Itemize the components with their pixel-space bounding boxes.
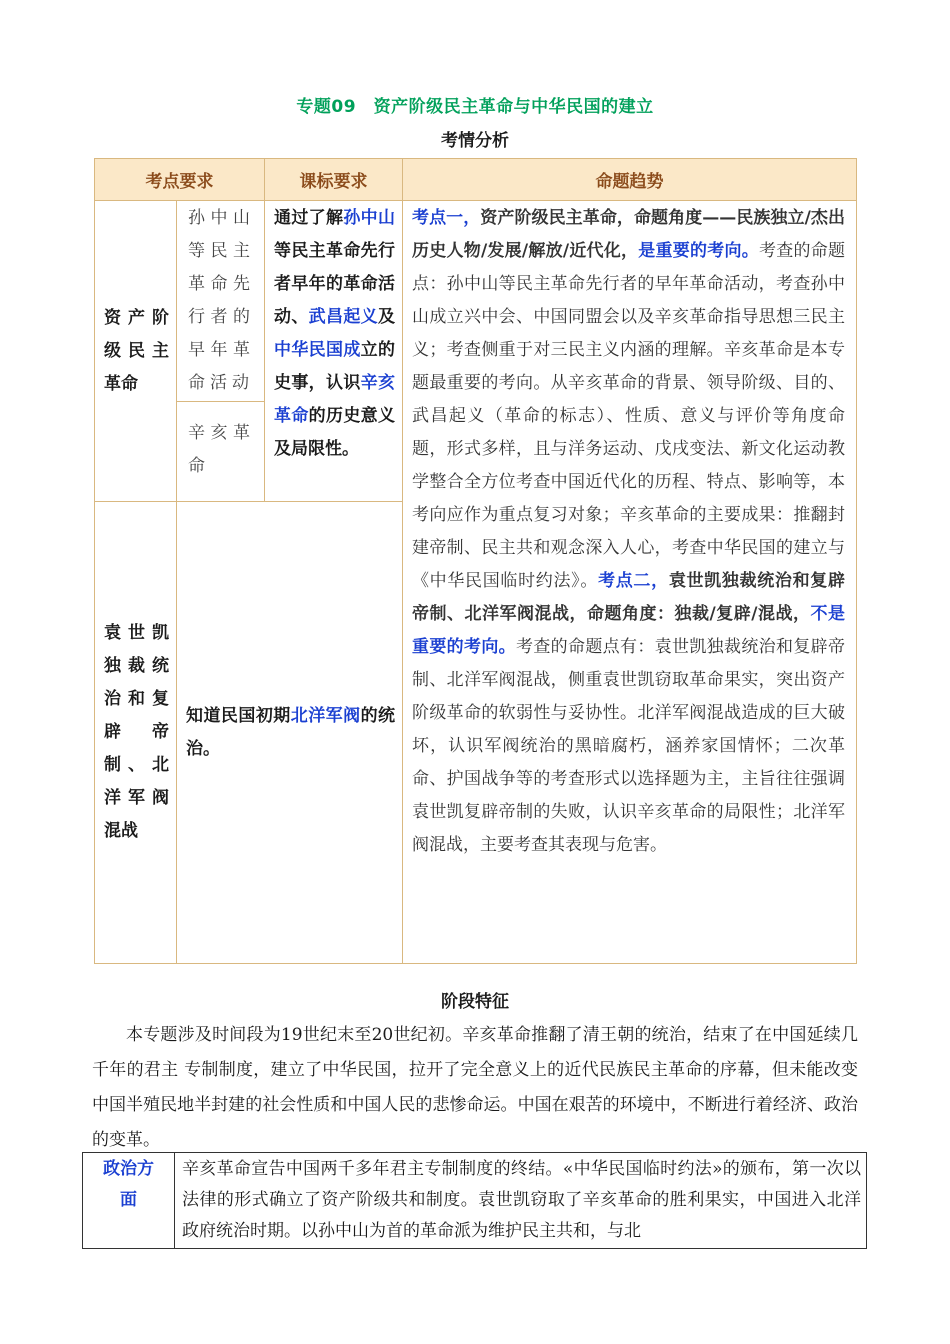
curriculum-text: [266, 202, 401, 466]
stage-label: 政治方面: [103, 1159, 154, 1210]
trend-paragraph: 考查的命题点：孙中山等民主革命先行者的早年革命活动，考查孙中山成立兴中会、中国同盟会以及辛亥革命指导思想三民主义；考查侧重于对三民主义内涵的理解。辛亥革命是本专题最重要的考向。从辛亥革命的背景、领导阶级、目的、武昌起义（革命的标志）、性质、意义与评价等角度命题，形式多样，且与洋务运动、戊戌变法、新文化运动教学整合全方位考查中国近代化的历程、特点、影响等，本考向应作为重点复习对象；辛亥革命的主要成果：推翻封建帝制、民主共和观念深入人心，考查中华民国的建立与《中华民国临时约法》。: [412, 241, 845, 591]
importance-label: 是重要的考向。: [638, 241, 760, 261]
table-row: [83, 1153, 867, 1249]
subtopic-cell: [177, 402, 265, 502]
subtopic-label: 孙中山等民主革命先行者的早年革命活动: [188, 208, 255, 393]
table-row: [95, 201, 857, 402]
header-cell-requirement: 考点要求: [95, 159, 265, 201]
curriculum-text: [178, 700, 401, 766]
stage-text: 辛亥革命宣告中国两千多年君主专制制度的终结。«中华民国临时约法»的颁布，第一次以法律的形式确立了资产阶级共和制度。袁世凯窃取了辛亥革命的胜利果实，中国进入北洋政府统治时期。以孙中山为首的革命派为维护民主共和，与北: [182, 1159, 861, 1241]
text-span: 知道民国初期: [186, 705, 291, 726]
stage-title: 阶段特征: [441, 992, 509, 1012]
exam-analysis-table: [94, 158, 857, 964]
trend-paragraph: 考查的命题点有：袁世凯独裁统治和复辟帝制、北洋军阀混战，侧重袁世凯窃取革命果实，突出资产阶级革命的软弱性与妥协性。北洋军阀混战造成的巨大破坏，认识军阀统治的黑暗腐朽，涵养家国情怀；二次革命、护国战争等的考查形式以选择题为主，主旨往往强调袁世凯复辟帝制的失败，认识辛亥革命的局限性；北洋军阀混战，主要考查其表现与危害。: [412, 637, 845, 855]
trend-cell: [403, 201, 857, 964]
header-cell-curriculum: 课标要求: [265, 159, 403, 201]
text-span: 等民主革命先行者早年的革命活动、: [274, 241, 395, 327]
highlight-span: 孙中山: [343, 208, 396, 228]
stage-text-cell: [175, 1153, 867, 1249]
subtopic-label: 辛亥革命: [188, 423, 255, 476]
text-span: 的历史意义及局限性。: [274, 406, 396, 459]
curriculum-cell: [265, 201, 403, 502]
text-span: 的统治。: [186, 705, 396, 759]
page-title: 专题09 资产阶级民主革命与中华民国的建立: [296, 97, 654, 117]
topic-label: 袁世凯独裁统治和复辟帝制、北洋军阀混战: [104, 623, 169, 841]
highlight-span: 中华民国成: [274, 340, 361, 360]
section-subtitle: 考情分析: [441, 131, 509, 151]
text-span: 通过了解: [274, 208, 344, 228]
topic-label: 资产阶级民主革命: [104, 307, 169, 394]
point-body: 资产阶级民主革命，命题角度——民族独立/杰出历史人物/发展/解放/近代化，: [412, 208, 845, 261]
highlight-span: 武昌起义: [308, 307, 379, 327]
point-label: 考点二，: [598, 571, 669, 591]
stage-paragraph: 本专题涉及时间段为19世纪末至20世纪初。辛亥革命推翻了清王朝的统治，结束了在中国延续几千年的君主 专制制度，建立了中华民国，拉开了完全意义上的近代民族民主革命的序幕，但未能改变中国半殖民地半封建的社会性质和中国人民的悲惨命运。中国在艰苦的环境中，不断进行着经济、政治的变革。: [92, 1025, 858, 1150]
text-span: 立的史事，认识: [274, 340, 396, 393]
text-span: 及: [378, 307, 396, 327]
subtopic-cell: [177, 201, 265, 402]
stage-label-cell: [83, 1153, 175, 1249]
importance-label: 不是重要的考向。: [412, 604, 846, 657]
highlight-span: 辛亥革命: [274, 373, 396, 426]
stage-table: [82, 1152, 867, 1249]
topic-cell: [95, 201, 177, 502]
point-body: 袁世凯独裁统治和复辟帝制、北洋军阀混战，命题角度：独裁/复辟/混战，: [412, 571, 845, 624]
header-cell-trend: 命题趋势: [403, 159, 857, 201]
topic-cell: [95, 502, 177, 964]
curriculum-cell: [177, 502, 403, 964]
point-label: 考点一，: [412, 208, 481, 228]
trend-text: [404, 202, 855, 870]
table-header-row: [95, 159, 857, 201]
highlight-span: 北洋军阀: [290, 705, 361, 726]
